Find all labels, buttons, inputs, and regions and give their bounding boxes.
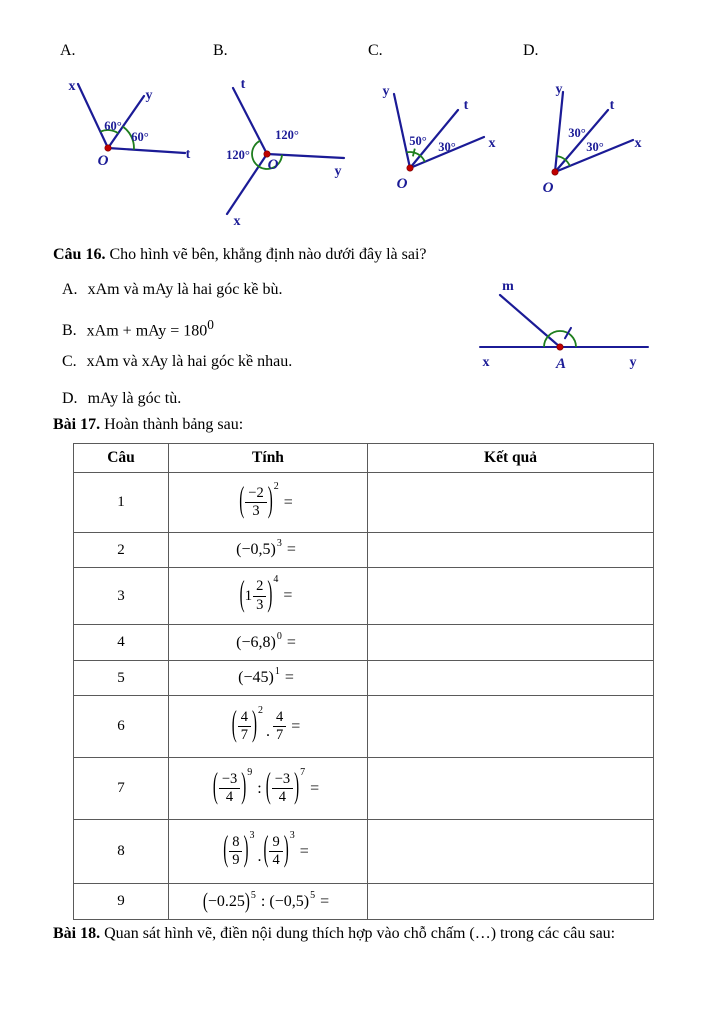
math-token	[239, 480, 279, 521]
vertex-dot	[407, 165, 413, 171]
math-token: )	[294, 768, 300, 807]
cau16-option-a	[62, 281, 283, 299]
header-ketqua: Kết quả	[368, 444, 654, 473]
ray-label-x: x	[233, 214, 241, 229]
math-token: (−0,5)	[269, 893, 310, 910]
table-row	[74, 533, 654, 568]
ray-label-t: t	[240, 77, 246, 92]
ray-label-x: x	[488, 136, 496, 151]
bai17-heading	[53, 416, 243, 434]
math-expression	[202, 889, 333, 914]
math-token: 7	[240, 727, 248, 743]
vertex-dot	[552, 169, 558, 175]
option-label: B.	[62, 322, 77, 340]
math-token: .	[257, 847, 262, 865]
result-cell	[368, 625, 654, 661]
math-token	[239, 574, 280, 614]
option-text: xAm và mAy là hai góc kề bù.	[87, 281, 283, 298]
fraction	[238, 709, 251, 745]
math-token: −3	[272, 771, 293, 789]
math-token: 9	[232, 852, 240, 868]
angle-label: 60°	[131, 130, 149, 144]
diagram-d-letter: D.	[523, 42, 539, 59]
math-token: 0	[276, 630, 282, 642]
math-token: =	[283, 587, 293, 604]
math-token: )	[267, 575, 273, 614]
math-token: (	[263, 831, 269, 870]
math-token: 7	[300, 766, 306, 778]
bai17-table	[73, 443, 654, 920]
result-cell	[368, 758, 654, 820]
math-token: 3	[249, 829, 255, 841]
math-token: (	[265, 768, 271, 807]
math-token: 1	[274, 666, 280, 677]
cau16-figure	[470, 275, 660, 375]
math-token: (−45)	[238, 669, 274, 686]
bai17-text: Hoàn thành bảng sau:	[100, 416, 244, 433]
math-token: )	[251, 706, 257, 745]
math-token: 4	[238, 709, 251, 727]
angle-diagram-a	[55, 68, 205, 186]
angle-label: 120°	[226, 148, 250, 162]
result-cell	[368, 473, 654, 533]
angle-label: 120°	[275, 128, 299, 142]
math-expression	[236, 630, 300, 651]
math-expression	[212, 766, 323, 807]
expression-cell	[169, 625, 368, 661]
result-cell	[368, 661, 654, 696]
vertex-label: O	[267, 157, 279, 173]
math-token: 1	[244, 587, 253, 604]
vertex-label: A	[555, 356, 567, 372]
math-expression	[238, 666, 298, 686]
angle-label: 30°	[586, 140, 604, 154]
vertex-label: O	[97, 153, 109, 169]
table-header-row	[74, 444, 654, 473]
math-token: 7	[275, 727, 284, 743]
option-label: C.	[62, 353, 77, 370]
angle-diagram-d	[515, 68, 665, 208]
math-token: )	[244, 889, 250, 914]
math-token: 3	[252, 503, 260, 519]
math-token: 3	[276, 538, 282, 549]
math-token: (	[231, 706, 237, 745]
row-number: 6	[74, 696, 169, 758]
math-token: 5	[310, 890, 316, 901]
expression-cell	[169, 820, 368, 884]
math-expression	[239, 574, 297, 614]
ray-label-y: y	[334, 164, 342, 179]
expression-cell	[169, 533, 368, 568]
header-cau: Câu	[74, 444, 169, 473]
cau16-number: Câu 16.	[53, 246, 106, 263]
vertex-dot	[557, 344, 563, 350]
math-token: (	[212, 768, 218, 807]
bai18-heading	[53, 925, 615, 943]
fraction	[273, 709, 286, 745]
ray-label-y: y	[145, 88, 153, 103]
math-token: =	[286, 633, 296, 651]
table-row	[74, 568, 654, 625]
math-token: =	[283, 493, 293, 511]
math-token: 4	[273, 709, 286, 727]
math-token: 4	[278, 789, 287, 805]
math-expression	[223, 829, 313, 870]
row-number: 8	[74, 820, 169, 884]
result-cell	[368, 696, 654, 758]
row-number: 9	[74, 884, 169, 920]
row-number: 4	[74, 625, 169, 661]
cau16-question: Cho hình vẽ bên, khẳng định nào dưới đây là sai?	[105, 246, 427, 263]
math-token: 9	[269, 834, 282, 852]
result-cell	[368, 533, 654, 568]
math-token: =	[291, 717, 301, 735]
math-token: =	[320, 893, 330, 910]
math-token	[231, 704, 264, 745]
table-row	[74, 820, 654, 884]
cau16-option-d	[62, 390, 181, 408]
angle-label: 50°	[409, 134, 427, 148]
option-label: D.	[62, 390, 78, 407]
math-token: =	[286, 541, 296, 558]
math-token: )	[243, 831, 249, 870]
fraction	[253, 578, 266, 614]
angle-label: 30°	[568, 126, 586, 140]
row-number: 3	[74, 568, 169, 625]
row-number: 7	[74, 758, 169, 820]
math-token: (	[202, 889, 208, 914]
option-text: xAm + mAy = 180	[86, 322, 208, 340]
math-expression	[239, 480, 296, 521]
result-cell	[368, 568, 654, 625]
bai17-number: Bài 17.	[53, 416, 101, 433]
expression-cell	[169, 473, 368, 533]
fraction	[219, 771, 240, 807]
row-number: 5	[74, 661, 169, 696]
vertex-dot	[105, 145, 111, 151]
table-row	[74, 696, 654, 758]
ray-label-y: y	[555, 82, 563, 97]
math-token	[223, 829, 255, 870]
math-token: )	[267, 482, 273, 521]
math-token: 4	[272, 852, 280, 868]
expression-cell	[169, 884, 368, 920]
ray-label-x: x	[634, 136, 642, 151]
math-token: −2	[245, 485, 266, 503]
expression-cell	[169, 758, 368, 820]
vertex-label: O	[542, 180, 554, 196]
math-token: 9	[247, 766, 253, 778]
ray-label-t: t	[609, 98, 615, 113]
table-row	[74, 884, 654, 920]
math-expression	[236, 538, 300, 558]
cau16-title	[53, 246, 427, 264]
diagram-a-letter: A.	[60, 42, 76, 59]
math-token: )	[283, 831, 289, 870]
math-token: 8	[229, 834, 242, 852]
bai18-text: Quan sát hình vẽ, điền nội dung thích hợp vào chỗ chấm (…) trong các câu sau:	[100, 925, 616, 942]
cau16-option-c	[62, 353, 292, 371]
row-number: 2	[74, 533, 169, 568]
expression-cell	[169, 696, 368, 758]
fraction	[272, 771, 293, 807]
bai18-number: Bài 18.	[53, 925, 101, 942]
math-token: 2	[253, 578, 266, 596]
line-label-y: y	[629, 355, 637, 370]
math-expression	[231, 704, 305, 745]
vertex-label: O	[396, 176, 408, 192]
ray-label-t: t	[185, 147, 191, 162]
math-token: 3	[289, 829, 295, 841]
math-token: 4	[225, 789, 234, 805]
math-token: (	[239, 482, 245, 521]
expression-cell	[169, 568, 368, 625]
angle-diagram-c	[360, 68, 510, 208]
angle-label: 30°	[438, 140, 456, 154]
math-token: −0.25	[207, 893, 245, 910]
math-token: (−6,8)	[236, 633, 276, 651]
math-token: =	[310, 779, 320, 797]
math-token: (	[223, 831, 229, 870]
fraction	[269, 834, 282, 870]
math-token: 2	[273, 480, 279, 492]
angle-diagram-b	[205, 68, 360, 236]
math-token: :	[260, 893, 266, 910]
math-token	[212, 766, 253, 807]
math-token: .	[265, 722, 270, 740]
fraction	[229, 834, 242, 870]
math-token: =	[284, 669, 294, 686]
math-token: (−0,5)	[236, 541, 276, 558]
expression-cell	[169, 661, 368, 696]
result-cell	[368, 884, 654, 920]
table-row	[74, 625, 654, 661]
angle-label: 60°	[104, 119, 122, 133]
ray-label-m: m	[502, 279, 514, 294]
table-row	[74, 758, 654, 820]
header-tinh: Tính	[169, 444, 368, 473]
math-token: −3	[219, 771, 240, 789]
math-token: =	[299, 842, 309, 860]
math-token	[202, 889, 257, 914]
table-row	[74, 661, 654, 696]
diagram-b-letter: B.	[213, 42, 228, 59]
math-token: 3	[256, 596, 264, 613]
math-token: 2	[257, 704, 263, 716]
diagram-c-letter: C.	[368, 42, 383, 59]
ray-label-y: y	[382, 84, 390, 99]
row-number: 1	[74, 473, 169, 533]
option-label: A.	[62, 281, 78, 298]
math-token: 4	[273, 574, 279, 586]
cau16-option-b	[62, 317, 214, 340]
option-text: mAy là góc tù.	[87, 390, 182, 407]
math-token: 5	[250, 890, 256, 901]
line-label-x: x	[482, 355, 490, 370]
math-token: :	[257, 779, 262, 797]
math-token	[265, 766, 306, 807]
math-token: )	[241, 768, 247, 807]
result-cell	[368, 820, 654, 884]
math-token	[263, 829, 295, 870]
ray-label-t: t	[463, 98, 469, 113]
table-row	[74, 473, 654, 533]
option-superscript: 0	[207, 317, 214, 332]
math-token: (	[239, 575, 245, 614]
fraction	[245, 485, 266, 521]
ray-label-x: x	[68, 79, 76, 94]
option-text: xAm và xAy là hai góc kề nhau.	[86, 353, 293, 370]
